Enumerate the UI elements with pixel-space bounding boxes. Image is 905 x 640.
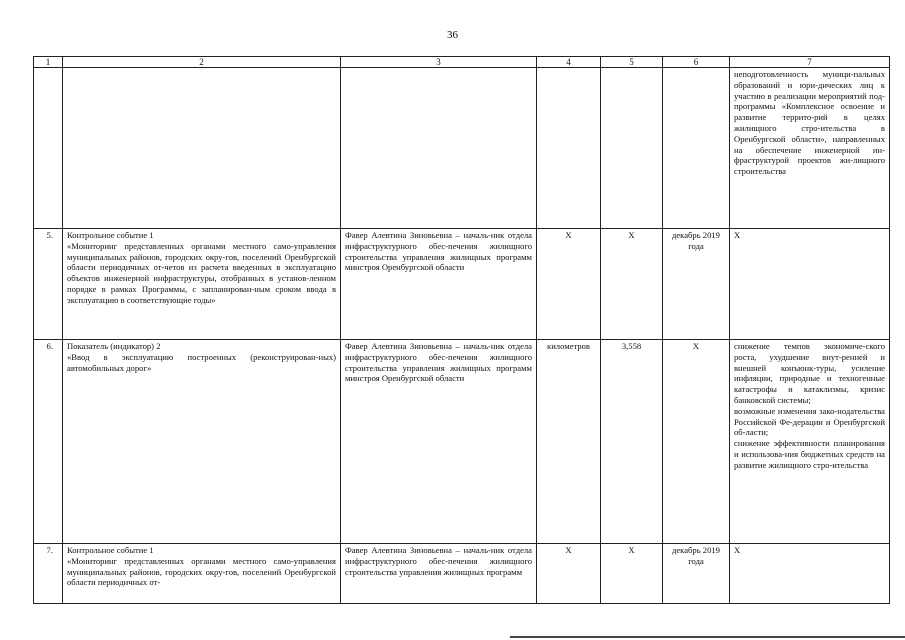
table-row (34, 544, 890, 604)
empty-cell (341, 68, 537, 229)
empty-cell (537, 68, 601, 229)
indicator-title: Показатель (индикатор) 2 (67, 341, 161, 351)
empty-cell (663, 68, 730, 229)
column-header: 3 (341, 57, 537, 68)
column-header: 4 (537, 57, 601, 68)
column-header: 2 (63, 57, 341, 68)
risk-cell: Х (730, 544, 890, 604)
empty-cell (601, 68, 663, 229)
risk-item: снижение темпов экономиче-ского роста, ухудшение внут-ренней и внешней конъюнк-туры, усиление инфляции, природные и техногенные катастрофы и катаклизмы, кризис банковской системы; (734, 341, 885, 405)
table-row (34, 229, 890, 340)
risk-cell: Х (730, 229, 890, 340)
empty-cell (63, 68, 341, 229)
row-number: 5. (34, 229, 63, 340)
unit-cell: Х (537, 229, 601, 340)
responsible-person: Фавер Алевтина Зиновьевна – началь-ник отдела инфраструктурного обес-печения жилищного строительства управления жилищных программ (341, 544, 537, 604)
indicator-cell (63, 340, 341, 544)
risk-item: снижение эффективности планирования и использова-ния бюджетных средств на развитие жилищного стро-ительства (734, 438, 885, 470)
event-title: Контрольное событие 1 (67, 230, 154, 240)
column-number-row (34, 57, 890, 68)
responsible-person: Фавер Алевтина Зиновьевна – началь-ник отдела инфраструктурного обес-печения жилищного строительства управления жилищных программ минстроя Оренбургской области (341, 229, 537, 340)
deadline-cell: декабрь 2019 года (663, 229, 730, 340)
value-cell: 3,558 (601, 340, 663, 544)
responsible-person: Фавер Алевтина Зиновьевна – началь-ник отдела инфраструктурного обес-печения жилищного строительства управления жилищных программ минстроя Оренбургской области (341, 340, 537, 544)
risk-cell (730, 340, 890, 544)
column-header: 5 (601, 57, 663, 68)
deadline-cell: декабрь 2019 года (663, 544, 730, 604)
indicator-description: «Ввод в эксплуатацию построенных (реконструирован-ных) автомобильных дорог» (67, 351, 336, 373)
bottom-rule (510, 636, 905, 638)
unit-cell: Х (537, 544, 601, 604)
event-description: «Мониторинг представленных органами местного само-управления муниципальных районов, городских окру-гов, поселений Оренбургской области периодичных от- (67, 555, 336, 588)
event-description: «Мониторинг представленных органами местного само-управления муниципальных районов, городских окру-гов, поселений Оренбургской области периодичных от-четов из расчета введенных в эксплуатацию объектов инженерной инфраструктуры, отобранных в установ-ленном порядке в рамках Программы, с запланирован-ным сроком ввода в эксплуатацию в соответствующие годы» (67, 240, 336, 305)
event-cell (63, 229, 341, 340)
risk-text: неподготовленность муници-пальных образований и юри-дических лиц к участию в реализации мероприятий под-программы «Комплексное освоение и развитие террито-рий в целях жилищного стро-ительства в Оренбургской области», направленных на обеспечение инженерной ин-фраструктурой проектов жи-лищного строительства (730, 68, 890, 229)
value-cell: Х (601, 544, 663, 604)
report-table (33, 56, 890, 604)
column-header: 7 (730, 57, 890, 68)
empty-cell (34, 68, 63, 229)
row-number: 6. (34, 340, 63, 544)
column-header: 1 (34, 57, 63, 68)
event-cell (63, 544, 341, 604)
row-number: 7. (34, 544, 63, 604)
column-header: 6 (663, 57, 730, 68)
event-title: Контрольное событие 1 (67, 545, 154, 555)
unit-cell: километров (537, 340, 601, 544)
table-row (34, 340, 890, 544)
risk-item: возможные изменения зако-нодательства Российской Фе-дерации и Оренбургской об-ласти; (734, 405, 885, 438)
deadline-cell: Х (663, 340, 730, 544)
value-cell: Х (601, 229, 663, 340)
continuation-row (34, 68, 890, 229)
page-number: 36 (447, 29, 458, 41)
